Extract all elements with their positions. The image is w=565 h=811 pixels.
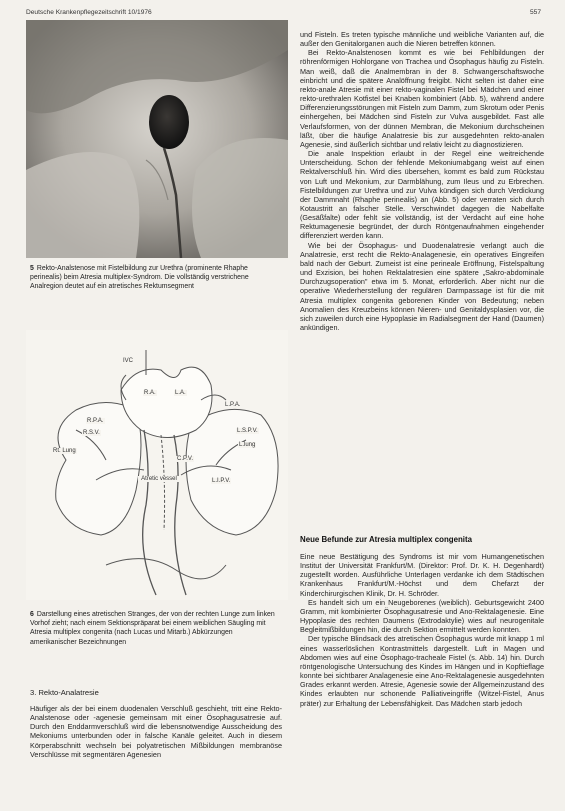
- label-l-lung: L.lung: [239, 442, 256, 448]
- figure-6-caption-text: Darstellung eines atretischen Stranges, der von der rechten Lunge zum linken Vorhof zieht; nach einem Sektionspräparat bei einem weiblichen Säugling mit Atresia multiplex congenita (nach Lucas und Mitarb.) Abkürzungen amerikanischer Bezeichnungen: [30, 611, 275, 646]
- left-section-body: [30, 704, 282, 759]
- figure-6-diagram: [26, 330, 288, 600]
- label-lpa: L.P.A.: [225, 402, 241, 408]
- right-paragraph-3: Die anale Inspektion erlaubt in der Regel eine weitreichende Unterscheidung. Schon der fehlende Mekoniumabgang weist auf einen Rektalverschluß hin. Wird dies übersehen, kommt es bald zum Rückstau von Luft und Mekonium, zur Darmblähung, zum Ileus und zu Erbrechen. Fistelbildungen zur Urethra und zur Vulva kündigen sich durch Verdickung der Dammnaht (Rhaphe perinealis) an (Abb. 5) oder verraten sich durch Kotaustritt an falscher Stelle. Verschwindet dagegen die Nabelfalte (Gesäßfalte) oder fehlt sie vollständig, ist der Verdacht auf eine hohe Rektumagenesie begründet, der durch Röntgenaufnahmen eingehender differenziert werden kann.: [300, 149, 544, 241]
- new-findings-paragraph-3: Der typische Blindsack des atretischen Ösophagus wurde mit knapp 1 ml eines wasserlöslichen Kontrastmittels dargestellt. Luft in Magen und Abdomen wies auf eine Ösophago-tracheale Fistel (s. Abb. 14) hin. Durch röntgenologische Untersuchung des Kindes im Hängen und in Kopftieflage konnte bei sichtbarer Analagenesie eine Ano-Rektalagenesie ausgedehnten Grades erkannt werden. Atresie, Agenesie sowie der Allgemeinzustand des Kindes erlaubten nur schonende Palliativeingriffe (Witzel-Fistel, Anus präter) zur Erhaltung der Lebensfähigkeit. Das Mädchen starb jedoch: [300, 634, 544, 708]
- label-lipv: L.I.P.V.: [212, 478, 231, 484]
- label-la: L.A.: [175, 390, 186, 396]
- left-column: [26, 20, 288, 805]
- new-findings-body: [300, 552, 544, 708]
- new-findings-paragraph-1: Eine neue Bestätigung des Syndroms ist mir vom Humangenetischen Institut der Universität Frankfurt/M. (Direktor: Prof. Dr. K. H. Degenhardt) zugestellt worden. Ausführliche Unterlagen verdanke ich dem Städtischen Krankenhaus Frankfurt/M.-Höchst und dem Chefarzt der Kinderchirurgischen Klinik, Dr. H. Schröder.: [300, 552, 544, 598]
- section-heading-rekto-analatresie: 3. Rekto-Analatresie: [30, 688, 99, 697]
- figure-5-photo: [26, 20, 288, 258]
- perineum-photo-illustration: [26, 20, 288, 258]
- new-findings-paragraph-2: Es handelt sich um ein Neugeborenes (weiblich). Geburtsgewicht 2400 Gramm, mit kombinierter Ösophagusatresie und Ano-Rektalagenesie. Eine Hypoplasie des rechten Daumens (Extrodaktylie) wies auf neurogenitale Begleitmißbildungen hin, die durch Sektion ermittelt werden konnten.: [300, 597, 544, 635]
- right-paragraph-1: und Fisteln. Es treten typische männliche und weibliche Varianten auf, die außer den Genitalorganen auch die Nieren betreffen können.: [300, 30, 544, 49]
- right-column: [300, 30, 544, 805]
- figure-5-caption-text: Rekto-Analstenose mit Fistelbildung zur Urethra (prominente Rhaphe perinealis) beim Atresia multiplex-Syndrom. Die vollständig verstrichene Analregion deutet auf ein atretisches Rektumsegment: [30, 265, 249, 291]
- journal-title: Deutsche Krankenpflegezeitschrift 10/1976: [26, 9, 152, 16]
- figure-5-number: 5: [30, 265, 34, 272]
- figure-6-number: 6: [30, 611, 34, 618]
- figure-6-caption: [30, 610, 280, 647]
- figure-5-caption: [30, 264, 280, 292]
- label-rpa: R.P.A.: [87, 418, 104, 424]
- right-paragraph-4: Wie bei der Ösophagus- und Duodenalatresie verlangt auch die Analatresie, erst recht die Rekto-Analagenesie, ein operatives Eingreifen bald nach der Geburt. Zumeist ist eine perineale Eröffnung, Fistelspaltung und Exzision, bei hohen Rektalatresien eine spätere „Sakro-abdominale Durchzugsoperation" etwa im 5. Monat, erforderlich. Aber nicht nur die operative Wiederherstellung der regulären Darmpassage ist für die mit Atresia multiplex congenita geborenen Kinder von Bedeutung; neben Anomalien des Kreuzbeins können Nieren- und Genitaldysplasien vor, die sich zuweilen durch eine Hypoplasie im Radialsegment der Hand (Daumen) ankündigen.: [300, 240, 544, 332]
- section-heading-neue-befunde: Neue Befunde zur Atresia multiplex congenita: [300, 535, 473, 544]
- label-ra: R.A.: [144, 390, 156, 396]
- label-lspv: L.S.P.V.: [237, 428, 258, 434]
- page-number: 557: [529, 9, 541, 16]
- right-paragraph-2: Bei Rekto-Analstenosen kommt es wie bei Fehlbildungen der röhrenförmigen Hohlorgane von Trachea und Ösophagus häufig zu Fisteln. Man weiß, daß die Analmembran in der 8. Schwangerschaftswoche einbricht und die spätere Analöffnung freigibt. Nicht selten ist daher eine rekto-anale Atresie mit einer rekto-vaginalen Fistel bei Mädchen und einer rekto-urethralen Kotfistel bei Knaben kombiniert (Abb. 5), während andere Differenzierungsstörungen mit Fisteln zum Damm, zum Skrotum oder Penis einhergehen, bei Mädchen sind Fisteln zur Vulva ausgebildet. Fast alle Verlaufsformen, von der dünnen Membran, die Mekonium durchscheinen läßt, über die häufige Analatresie bis zur ausgedehnten rekto-analen Agenesie, sind äußerlich sichtbar und relativ leicht zu diagnostizieren.: [300, 48, 544, 149]
- right-article-body: [300, 30, 544, 332]
- left-section-paragraph: Häufiger als der bei einem duodenalen Verschluß geschieht, tritt eine Rekto-Analstenose oder -agenesie gemeinsam mit einer Ösophagusatresie auf. Durch den Enddarmverschluß wird die lebensnotwendige Ausscheidung des Mekoniums unterbunden oder in falsche Kanäle geleitet. Auch in diesem Körperabschnitt wechseln bei polyatretischen Mißbildungen membranöse Verschlüsse mit segmentären Agenesien: [30, 704, 282, 759]
- label-atretic-vessel: Atretic vessel: [138, 476, 180, 482]
- label-rsv: R.S.V.: [83, 430, 100, 436]
- label-cpv: C.P.V.: [177, 456, 194, 462]
- atresia-vessel-drawing: [26, 330, 288, 600]
- page-header: [26, 6, 541, 20]
- label-ivc: IVC: [123, 358, 134, 364]
- label-rt-lung: Rt. Lung: [53, 448, 76, 454]
